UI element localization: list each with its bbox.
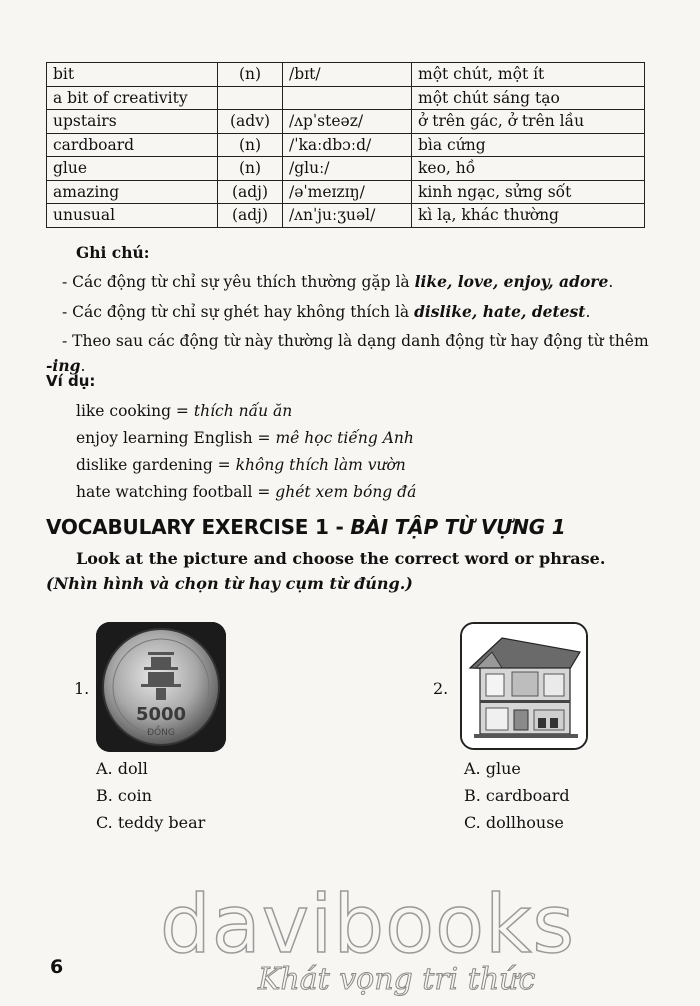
note-keywords: like, love, enjoy, adore (414, 272, 609, 291)
word-cell: unusual (47, 204, 218, 228)
meaning-cell: kinh ngạc, sửng sốt (412, 180, 645, 204)
example-item (76, 398, 416, 425)
coin-value: 5000 (135, 704, 187, 725)
note-text: - Các động từ chỉ sự ghét hay không thích là (62, 303, 415, 321)
pronunciation-cell: /əˈmeɪzɪŋ/ (283, 180, 412, 204)
question-options (464, 755, 570, 836)
example-english: like cooking = (76, 402, 194, 420)
coin-icon (96, 622, 226, 752)
notes-section (46, 238, 650, 376)
exercise-heading (46, 515, 565, 539)
part-of-speech-cell (218, 86, 283, 110)
part-of-speech-cell: (n) (218, 157, 283, 181)
word-cell: bit (47, 63, 218, 87)
coin-unit: ĐỒNG (147, 728, 175, 738)
example-english: dislike gardening = (76, 456, 236, 474)
example-item (76, 425, 416, 452)
table-row (47, 204, 645, 228)
example-english: enjoy learning English = (76, 429, 276, 447)
part-of-speech-cell: (n) (218, 133, 283, 157)
exercise-heading-vi: BÀI TẬP TỪ VỰNG 1 (350, 515, 566, 539)
exercise-heading-en: VOCABULARY EXERCISE 1 - (46, 515, 351, 539)
meaning-cell: một chút, một ít (412, 63, 645, 87)
part-of-speech-cell: (adj) (218, 204, 283, 228)
option-c[interactable]: C. dollhouse (464, 813, 564, 832)
pronunciation-cell: /ʌnˈjuːʒuəl/ (283, 204, 412, 228)
note-text: - Các động từ chỉ sự yêu thích thường gặp là (62, 273, 415, 291)
table-row (47, 110, 645, 134)
part-of-speech-cell: (adj) (218, 180, 283, 204)
note-text: - Theo sau các động từ này thường là dạng danh động từ hay động từ thêm (62, 332, 649, 350)
example-english: hate watching football = (76, 483, 276, 501)
table-row (47, 63, 645, 87)
page-number: 6 (50, 956, 64, 978)
instruction-vietnamese: (Nhìn hình và chọn từ hay cụm từ đúng.) (46, 574, 413, 593)
meaning-cell: bìa cứng (412, 133, 645, 157)
examples-title: Ví dụ: (46, 372, 96, 390)
pronunciation-cell (283, 86, 412, 110)
word-cell: upstairs (47, 110, 218, 134)
word-cell: cardboard (47, 133, 218, 157)
dollhouse-icon (462, 624, 586, 748)
example-vietnamese: không thích làm vườn (235, 456, 406, 474)
word-cell: amazing (47, 180, 218, 204)
vocabulary-table (46, 62, 645, 228)
option-c[interactable]: C. teddy bear (96, 813, 206, 832)
pronunciation-cell: /gluː/ (283, 157, 412, 181)
note-dislike-verbs (46, 297, 650, 327)
note-gerund (46, 327, 650, 356)
example-item (76, 479, 416, 506)
option-b[interactable]: B. coin (96, 786, 152, 805)
table-row (47, 157, 645, 181)
notes-title: Ghi chú: (76, 243, 150, 262)
question-number: 2. (433, 679, 449, 698)
question-options (96, 755, 205, 836)
option-a[interactable]: A. doll (96, 759, 148, 778)
dollhouse-image (460, 622, 588, 750)
part-of-speech-cell: (n) (218, 63, 283, 87)
coin-image (96, 622, 226, 752)
meaning-cell: ở trên gác, ở trên lầu (412, 110, 645, 134)
option-a[interactable]: A. glue (464, 759, 521, 778)
note-text: . (608, 273, 614, 291)
example-item (76, 452, 416, 479)
option-b[interactable]: B. cardboard (464, 786, 570, 805)
table-row (47, 133, 645, 157)
exercise-instruction (46, 546, 650, 596)
word-cell: a bit of creativity (47, 86, 218, 110)
meaning-cell: kì lạ, khác thường (412, 204, 645, 228)
watermark-tagline: Khát vọng tri thức (258, 962, 536, 997)
question-number: 1. (74, 679, 90, 698)
word-cell: glue (47, 157, 218, 181)
pronunciation-cell: /ˈkaːdbɔːd/ (283, 133, 412, 157)
part-of-speech-cell: (adv) (218, 110, 283, 134)
note-keywords: -ing (46, 356, 81, 375)
note-keywords: dislike, hate, detest (414, 302, 586, 321)
watermark-logo: davibooks (160, 878, 576, 971)
pronunciation-cell: /bɪt/ (283, 63, 412, 87)
examples-list (76, 398, 416, 506)
note-like-verbs (46, 267, 650, 297)
note-text: . (80, 357, 86, 375)
table-row (47, 180, 645, 204)
example-vietnamese: ghét xem bóng đá (275, 483, 417, 501)
example-vietnamese: thích nấu ăn (193, 402, 293, 420)
instruction-english: Look at the picture and choose the correct word or phrase. (76, 549, 606, 568)
table-row (47, 86, 645, 110)
note-text: . (585, 303, 591, 321)
example-vietnamese: mê học tiếng Anh (275, 429, 414, 447)
note-gerund-cont (46, 356, 650, 376)
meaning-cell: một chút sáng tạo (412, 86, 645, 110)
pronunciation-cell: /ʌpˈsteəz/ (283, 110, 412, 134)
meaning-cell: keo, hồ (412, 157, 645, 181)
